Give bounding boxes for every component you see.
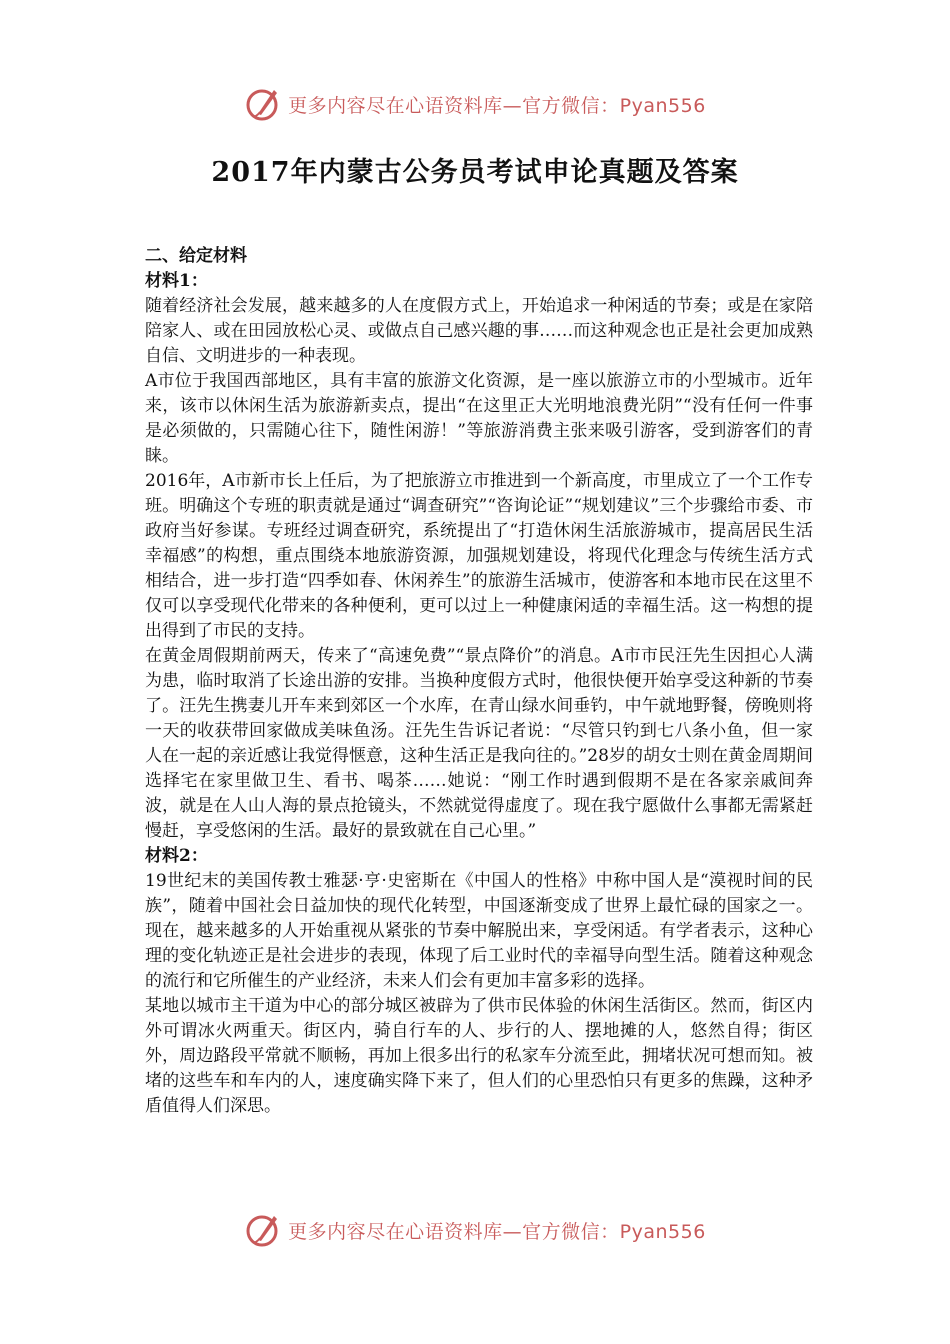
document-body [145,244,813,1119]
paragraph: 19世纪末的美国传教士雅瑟·亨·史密斯在《中国人的性格》中称中国人是“漠视时间的民族”，随着中国社会日益加快的现代化转型，中国逐渐变成了世界上最忙碌的国家之一。现在，越来越多的人开始重视从紧张的节奏中解脱出来，享受闲适。有学者表示，这种心理的变化轨迹正是社会进步的表现，体现了后工业时代的幸福导向型生活。随着这种观念的流行和它所催生的产业经济，未来人们会有更加丰富多彩的选择。 [145,871,813,991]
footer-banner [0,1208,950,1252]
quill-logo-icon [244,1210,284,1250]
footer-banner-text: 更多内容尽在心语资料库—官方微信：Pyan556 [288,1220,706,1243]
paragraph: 随着经济社会发展，越来越多的人在度假方式上，开始追求一种闲适的节奏；或是在家陪陪家人、或在田园放松心灵、或做点自己感兴趣的事……而这种观念也正是社会更加成熟自信、文明进步的一种表现。 [145,296,813,366]
paragraph: 某地以城市主干道为中心的部分城区被辟为了供市民体验的休闲生活街区。然而，街区内外可谓冰火两重天。街区内，骑自行车的人、步行的人、摆地摊的人，悠然自得；街区外，周边路段平常就不顺畅，再加上很多出行的私家车分流至此，拥堵状况可想而知。被堵的这些车和车内的人，速度确实降下来了，但人们的心里恐怕只有更多的焦躁，这种矛盾值得人们深思。 [145,996,813,1116]
section-heading: 二、给定材料 [145,246,247,266]
material-label: 材料2： [145,846,208,866]
quill-logo-icon [244,84,284,124]
paragraph: 在黄金周假期前两天，传来了“高速免费”“景点降价”的消息。A市市民汪先生因担心人满为患，临时取消了长途出游的安排。当换种度假方式时，他很快便开始享受这种新的节奏了。汪先生携妻儿开车来到郊区一个水库，在青山绿水间垂钓，中午就地野餐，傍晚则将一天的收获带回家做成美味鱼汤。汪先生告诉记者说：“尽管只钓到七八条小鱼，但一家人在一起的亲近感让我觉得惬意，这种生活正是我向往的。”28岁的胡女士则在黄金周期间选择宅在家里做卫生、看书、喝茶……她说：“刚工作时遇到假期不是在各家亲戚间奔波，就是在人山人海的景点抢镜头，不然就觉得虚度了。现在我宁愿做什么事都无需紧赶慢赶，享受悠闲的生活。最好的景致就在自己心里。” [145,646,813,841]
header-banner [0,82,950,126]
paragraph: 2016年，A市新市长上任后，为了把旅游立市推进到一个新高度，市里成立了一个工作专班。明确这个专班的职责就是通过“调查研究”“咨询论证”“规划建议”三个步骤给市委、市政府当好参谋。专班经过调查研究，系统提出了“打造休闲生活旅游城市，提高居民生活幸福感”的构想，重点围绕本地旅游资源，加强规划建设，将现代化理念与传统生活方式相结合，进一步打造“四季如春、休闲养生”的旅游生活城市，使游客和本地市民在这里不仅可以享受现代化带来的各种便利，更可以过上一种健康闲适的幸福生活。这一构想的提出得到了市民的支持。 [145,471,813,641]
material-label: 材料1： [145,271,208,291]
page-title: 2017年内蒙古公务员考试申论真题及答案 [211,157,739,188]
header-banner-text: 更多内容尽在心语资料库—官方微信：Pyan556 [288,94,706,117]
paragraph: A市位于我国西部地区，具有丰富的旅游文化资源，是一座以旅游立市的小型城市。近年来，该市以休闲生活为旅游新卖点，提出“在这里正大光明地浪费光阴”“没有任何一件事是必须做的，只需随心往下，随性闲游！”等旅游消费主张来吸引游客，受到游客们的青睐。 [145,371,813,466]
